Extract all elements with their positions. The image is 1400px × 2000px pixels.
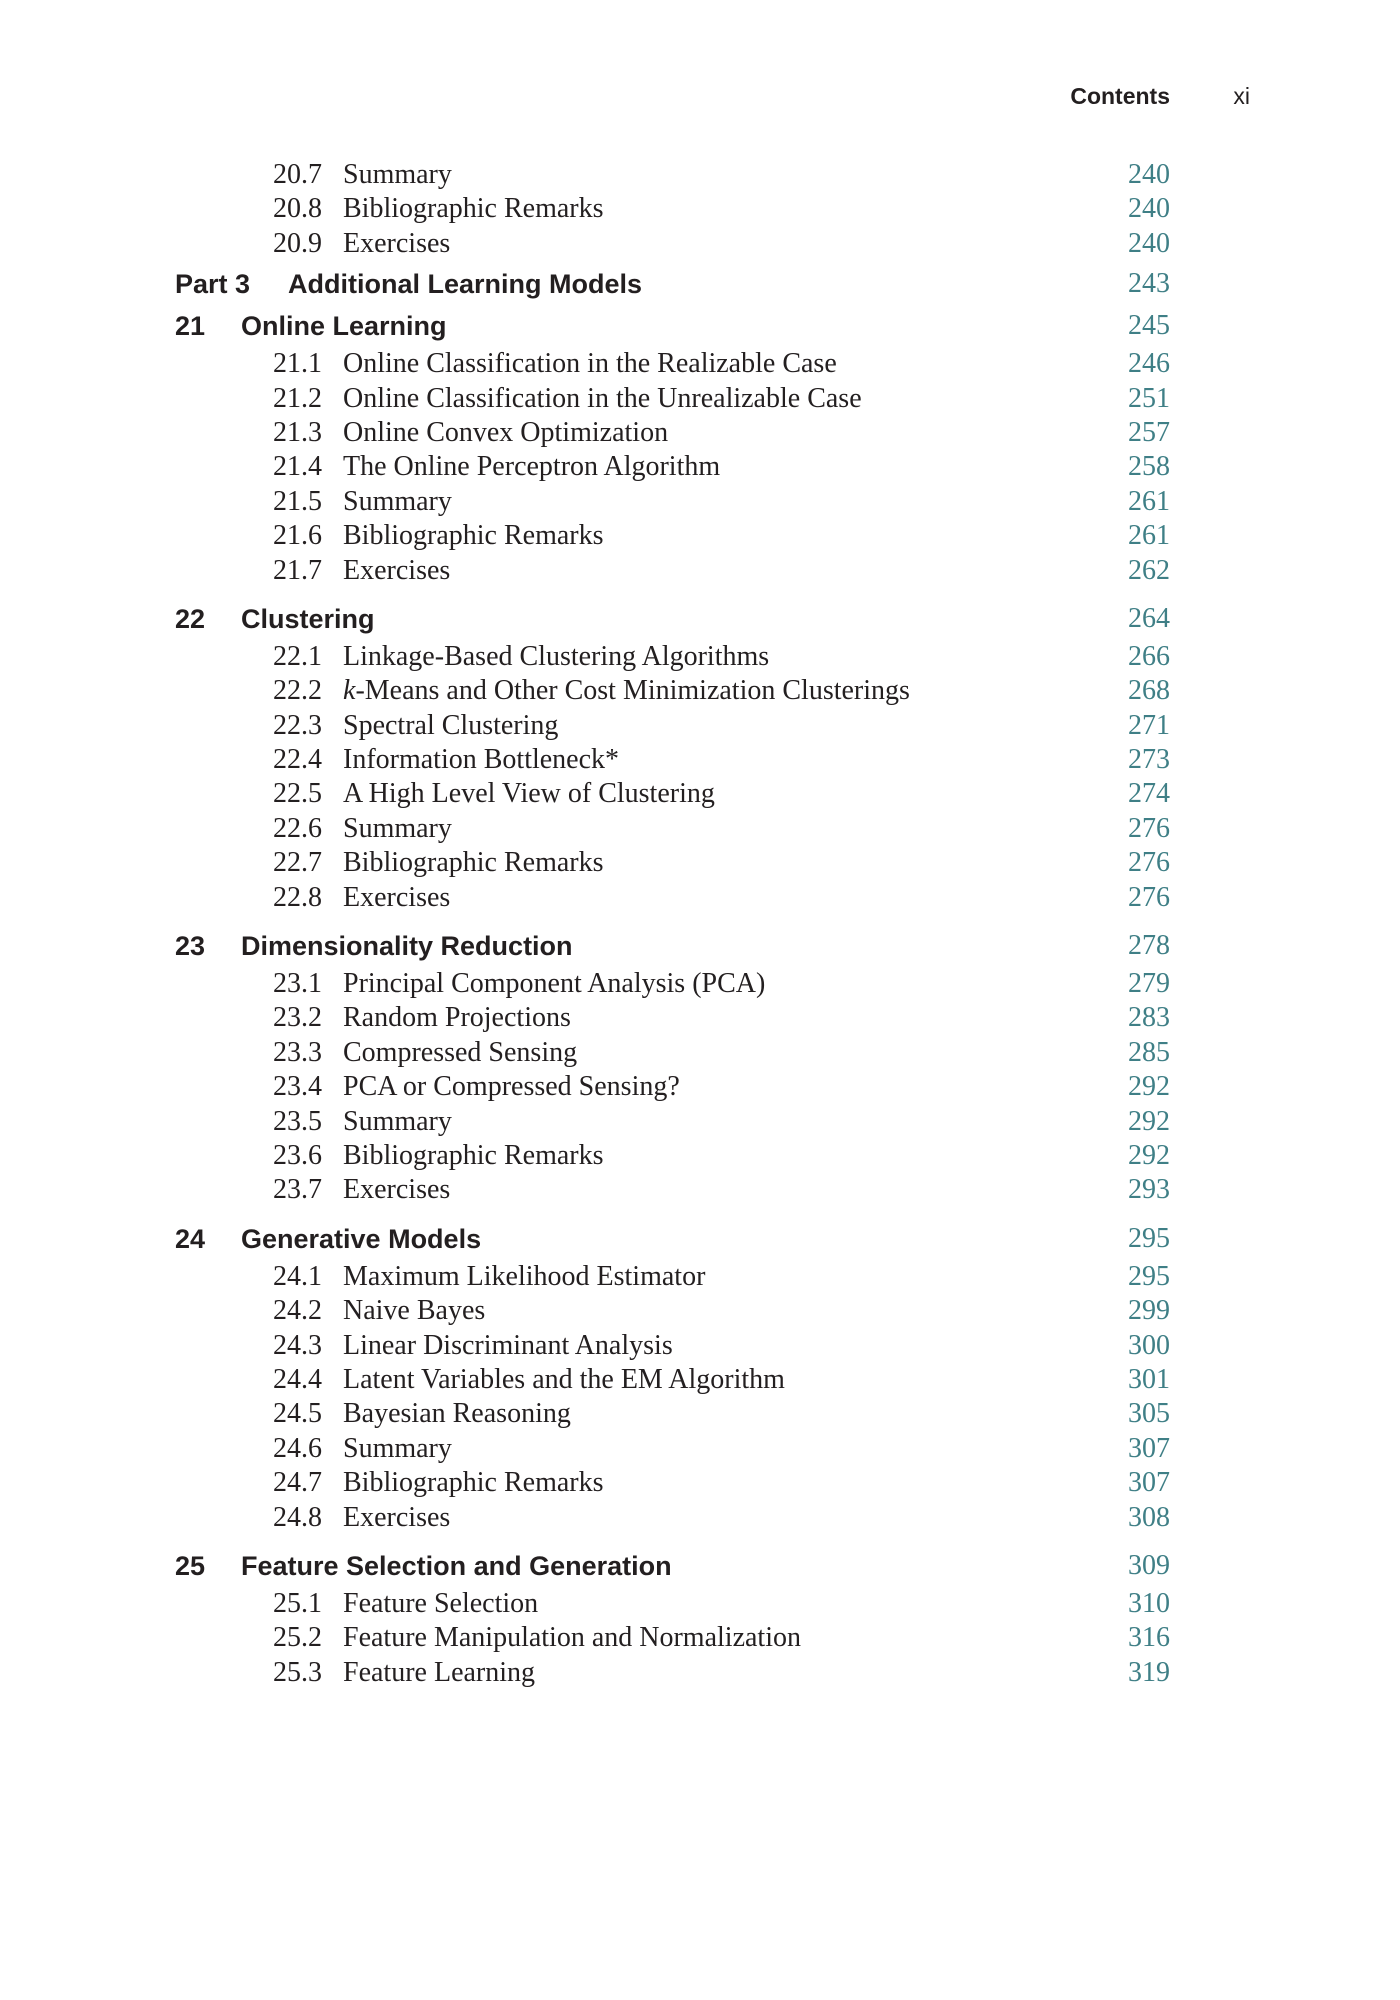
- section-page: 273: [1128, 744, 1170, 776]
- part-page: 243: [1128, 268, 1170, 300]
- toc-section-row[interactable]: [175, 1501, 1170, 1535]
- section-page: 316: [1128, 1622, 1170, 1654]
- section-page: 261: [1128, 520, 1170, 552]
- toc-section-row[interactable]: [175, 1466, 1170, 1500]
- section-title: Feature Learning: [343, 1656, 536, 1688]
- toc-section-row[interactable]: [175, 881, 1170, 915]
- section-title: Linear Discriminant Analysis: [343, 1329, 673, 1361]
- toc-section-row[interactable]: [175, 1621, 1170, 1655]
- section-number: 23.3: [273, 1036, 322, 1068]
- section-title: Summary: [343, 485, 452, 517]
- toc-section-row[interactable]: [175, 1656, 1170, 1690]
- section-number: 23.6: [273, 1139, 322, 1171]
- section-title: Exercises: [343, 881, 451, 913]
- toc-section-row[interactable]: [175, 812, 1170, 846]
- section-number: 22.6: [273, 812, 322, 844]
- toc-section-row[interactable]: [175, 227, 1170, 261]
- section-number: 24.7: [273, 1467, 322, 1499]
- section-title: Exercises: [343, 1501, 451, 1533]
- section-page: 319: [1128, 1656, 1170, 1688]
- section-number: 24.8: [273, 1501, 322, 1533]
- section-number: 22.8: [273, 881, 322, 913]
- toc-section-row[interactable]: [175, 1001, 1170, 1035]
- toc-section-row[interactable]: [175, 1397, 1170, 1431]
- toc-section-row[interactable]: [175, 519, 1170, 553]
- chapter-page: 245: [1128, 310, 1170, 342]
- section-number: 23.7: [273, 1174, 322, 1206]
- section-title: Bibliographic Remarks: [343, 1139, 604, 1171]
- section-number: 22.3: [273, 709, 322, 741]
- section-number: 24.1: [273, 1260, 322, 1292]
- spacer: [175, 1535, 1170, 1545]
- section-page: 305: [1128, 1398, 1170, 1430]
- section-number: 23.4: [273, 1071, 322, 1103]
- section-page: 240: [1128, 159, 1170, 190]
- section-title: PCA or Compressed Sensing?: [343, 1071, 680, 1103]
- spacer: [175, 1208, 1170, 1218]
- chapter-title: Online Learning: [241, 311, 447, 342]
- section-number: 22.7: [273, 847, 322, 879]
- section-page: 307: [1128, 1432, 1170, 1464]
- section-page: 299: [1128, 1295, 1170, 1327]
- section-title: Naive Bayes: [343, 1295, 486, 1327]
- toc-part-row[interactable]: [175, 263, 1170, 305]
- section-number: 21.1: [273, 348, 322, 380]
- section-page: 295: [1128, 1260, 1170, 1292]
- toc-chapter-row[interactable]: [175, 1545, 1170, 1587]
- section-title: Bibliographic Remarks: [343, 520, 604, 552]
- section-title: A High Level View of Clustering: [343, 778, 715, 810]
- section-number: 24.3: [273, 1329, 322, 1361]
- section-title: Spectral Clustering: [343, 709, 559, 741]
- section-number: 21.2: [273, 382, 322, 414]
- section-number: 24.5: [273, 1398, 322, 1430]
- section-number: 20.7: [273, 159, 322, 190]
- chapter-title: Generative Models: [241, 1223, 482, 1254]
- section-title: Feature Manipulation and Normalization: [343, 1622, 801, 1654]
- chapter-number: 21: [175, 311, 206, 342]
- toc-section-row[interactable]: [175, 640, 1170, 674]
- running-head-page-number: xi: [1233, 83, 1250, 109]
- toc-section-row[interactable]: [175, 1173, 1170, 1207]
- math-variable: k: [343, 675, 356, 707]
- part-number: Part 3: [175, 269, 251, 300]
- section-number: 24.6: [273, 1432, 322, 1464]
- section-number: 23.1: [273, 968, 322, 1000]
- section-title: Linkage-Based Clustering Algorithms: [343, 640, 770, 672]
- spacer: [175, 915, 1170, 925]
- section-number: 21.5: [273, 485, 322, 517]
- section-title: Exercises: [343, 554, 451, 586]
- section-title: Feature Selection: [343, 1587, 539, 1619]
- section-title: Exercises: [343, 227, 451, 259]
- toc-chapter-row[interactable]: [175, 305, 1170, 347]
- chapter-number: 23: [175, 931, 206, 962]
- section-number: 20.9: [273, 227, 322, 259]
- section-title: Compressed Sensing: [343, 1036, 578, 1068]
- section-title: [343, 674, 910, 708]
- section-number: 23.2: [273, 1002, 322, 1034]
- chapter-page: 309: [1128, 1549, 1170, 1581]
- toc-section-row[interactable]: [175, 1432, 1170, 1466]
- section-number: 21.4: [273, 451, 322, 483]
- toc-section-row[interactable]: [175, 158, 1170, 192]
- section-number: 21.6: [273, 520, 322, 552]
- section-number: 24.4: [273, 1363, 322, 1395]
- section-title: Summary: [343, 1432, 452, 1464]
- toc-section-row[interactable]: [175, 1587, 1170, 1621]
- toc-chapter-row[interactable]: [175, 598, 1170, 640]
- chapter-title: Dimensionality Reduction: [241, 931, 573, 962]
- section-number: 25.1: [273, 1587, 322, 1619]
- section-title: Maximum Likelihood Estimator: [343, 1260, 706, 1292]
- section-title: Online Classification in the Realizable Case: [343, 348, 837, 380]
- section-number: 21.3: [273, 416, 322, 448]
- section-title: Summary: [343, 812, 452, 844]
- section-number: 22.1: [273, 640, 322, 672]
- toc-section-row[interactable]: [175, 450, 1170, 484]
- section-title: Principal Component Analysis (PCA): [343, 968, 766, 1000]
- section-number: 20.8: [273, 193, 322, 225]
- section-title: Information Bottleneck*: [343, 744, 620, 776]
- section-number: 22.2: [273, 675, 322, 707]
- toc-section-row[interactable]: [175, 382, 1170, 416]
- section-page: 240: [1128, 193, 1170, 225]
- running-head-title: Contents: [1070, 83, 1170, 109]
- section-page: 276: [1128, 881, 1170, 913]
- section-page: 292: [1128, 1105, 1170, 1137]
- toc-section-row[interactable]: [175, 416, 1170, 450]
- chapter-page: 295: [1128, 1222, 1170, 1254]
- toc-section-row[interactable]: [175, 1260, 1170, 1294]
- toc-section-row[interactable]: [175, 967, 1170, 1001]
- chapter-page: 264: [1128, 602, 1170, 634]
- section-page: 262: [1128, 554, 1170, 586]
- spacer: [175, 588, 1170, 598]
- toc-section-row[interactable]: [175, 709, 1170, 743]
- toc-chapter-row[interactable]: [175, 1218, 1170, 1260]
- chapter-number: 22: [175, 603, 206, 634]
- toc-section-row[interactable]: [175, 1070, 1170, 1104]
- toc-section-row[interactable]: [175, 1294, 1170, 1328]
- toc-section-row[interactable]: [175, 1363, 1170, 1397]
- toc-section-row[interactable]: [175, 674, 1170, 708]
- section-page: 261: [1128, 485, 1170, 517]
- section-title: Latent Variables and the EM Algorithm: [343, 1363, 785, 1395]
- toc-chapter-row[interactable]: [175, 925, 1170, 967]
- section-page: 276: [1128, 812, 1170, 844]
- section-page: 268: [1128, 675, 1170, 707]
- section-page: 279: [1128, 968, 1170, 1000]
- section-title: Bibliographic Remarks: [343, 193, 604, 225]
- toc-section-row[interactable]: [175, 1139, 1170, 1173]
- section-title: Exercises: [343, 1174, 451, 1206]
- chapter-number: 24: [175, 1223, 206, 1254]
- section-page: 276: [1128, 847, 1170, 879]
- section-number: 24.2: [273, 1295, 322, 1327]
- toc-section-row[interactable]: [175, 846, 1170, 880]
- toc-section-row[interactable]: [175, 1105, 1170, 1139]
- section-title: Online Convex Optimization: [343, 416, 669, 448]
- chapter-number: 25: [175, 1550, 206, 1581]
- toc-section-row[interactable]: [175, 777, 1170, 811]
- section-page: 258: [1128, 451, 1170, 483]
- section-title: Summary: [343, 159, 452, 190]
- section-title: Random Projections: [343, 1002, 571, 1034]
- section-title-text: -Means and Other Cost Minimization Clusterings: [355, 675, 910, 707]
- table-of-contents: [175, 158, 1170, 1690]
- section-page: 240: [1128, 227, 1170, 259]
- section-number: 22.4: [273, 744, 322, 776]
- section-number: 21.7: [273, 554, 322, 586]
- section-page: 292: [1128, 1139, 1170, 1171]
- section-page: 307: [1128, 1467, 1170, 1499]
- chapter-title: Clustering: [241, 603, 375, 634]
- section-page: 257: [1128, 416, 1170, 448]
- toc-section-row[interactable]: [175, 743, 1170, 777]
- section-page: 292: [1128, 1071, 1170, 1103]
- section-page: 251: [1128, 382, 1170, 414]
- section-page: 300: [1128, 1329, 1170, 1361]
- toc-section-row[interactable]: [175, 1329, 1170, 1363]
- section-page: 308: [1128, 1501, 1170, 1533]
- section-title: Bibliographic Remarks: [343, 847, 604, 879]
- chapter-page: 278: [1128, 930, 1170, 962]
- section-page: 293: [1128, 1174, 1170, 1206]
- running-head: [0, 83, 1400, 113]
- chapter-title: Feature Selection and Generation: [241, 1550, 672, 1581]
- section-page: 271: [1128, 709, 1170, 741]
- toc-section-row[interactable]: [175, 1036, 1170, 1070]
- section-title: Bibliographic Remarks: [343, 1467, 604, 1499]
- section-number: 23.5: [273, 1105, 322, 1137]
- section-title: Summary: [343, 1105, 452, 1137]
- toc-section-row[interactable]: [175, 485, 1170, 519]
- section-number: 25.3: [273, 1656, 322, 1688]
- part-title: Additional Learning Models: [288, 269, 643, 300]
- section-title: The Online Perceptron Algorithm: [343, 451, 721, 483]
- section-page: 274: [1128, 778, 1170, 810]
- section-page: 285: [1128, 1036, 1170, 1068]
- toc-section-row[interactable]: [175, 347, 1170, 381]
- section-number: 25.2: [273, 1622, 322, 1654]
- toc-section-row[interactable]: [175, 554, 1170, 588]
- section-page: 283: [1128, 1002, 1170, 1034]
- toc-section-row[interactable]: [175, 192, 1170, 226]
- section-title: Bayesian Reasoning: [343, 1398, 571, 1430]
- section-title: Online Classification in the Unrealizable Case: [343, 382, 862, 414]
- section-page: 246: [1128, 348, 1170, 380]
- section-page: 266: [1128, 640, 1170, 672]
- section-page: 310: [1128, 1587, 1170, 1619]
- section-page: 301: [1128, 1363, 1170, 1395]
- section-number: 22.5: [273, 778, 322, 810]
